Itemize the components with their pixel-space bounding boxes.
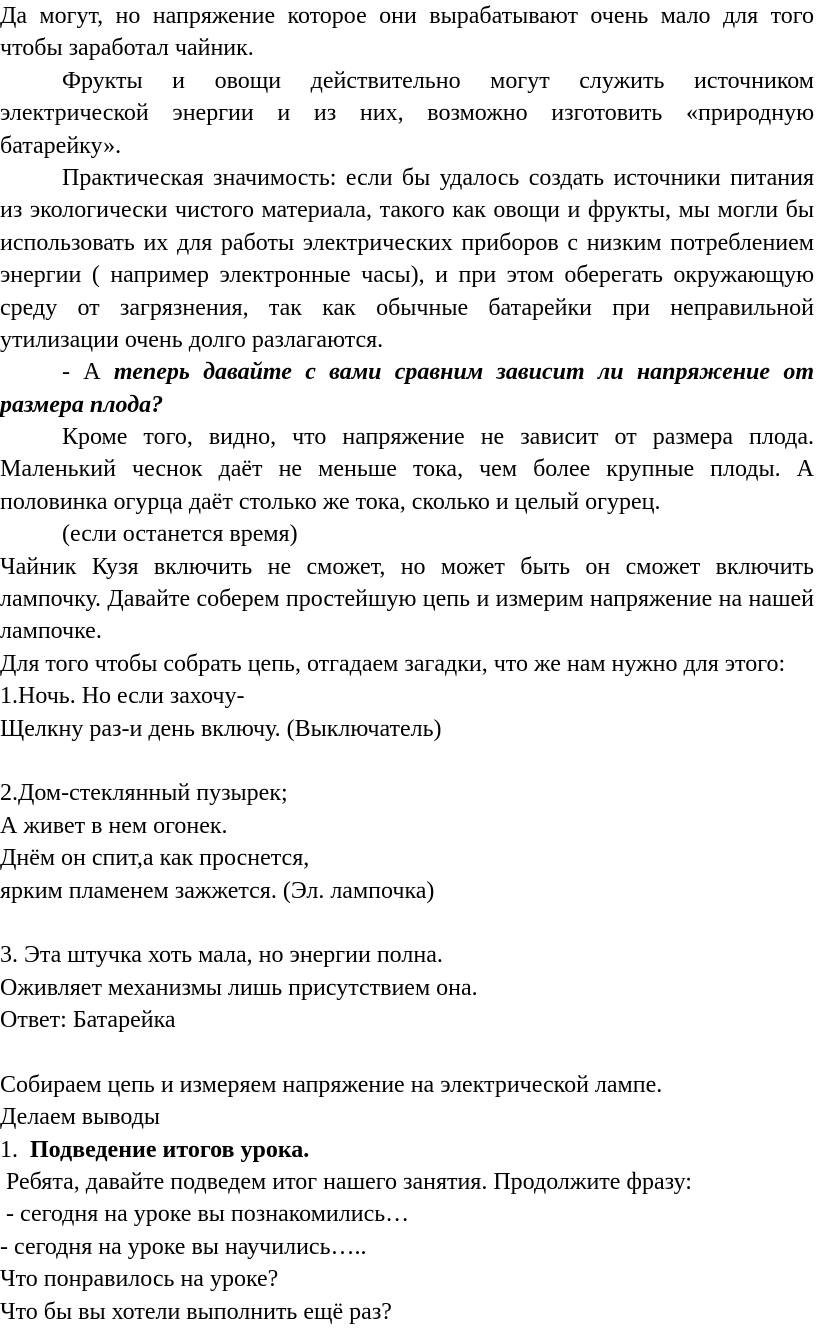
summary-title: Подведение итогов урока. [30, 1136, 310, 1163]
paragraph-line: (если останется время) [62, 521, 298, 548]
riddle-line: Днём он спит,а как проснется, [0, 845, 310, 872]
paragraph-line: энергии ( например электронные часы), и при этом оберегать окружающую [0, 262, 814, 289]
paragraph-line: из экологически чистого материала, такого как овощи и фрукты, мы могли бы [0, 197, 814, 224]
summary-line: - сегодня на уроке вы познакомились… [0, 1201, 410, 1228]
paragraph-line: половинка огурца даёт столько же тока, сколько и целый огурец. [0, 488, 661, 515]
paragraph-line: лампочку. Давайте соберем простейшую цепь и измерим напряжение на нашей [0, 586, 814, 613]
riddle-line: А живет в нем огонек. [0, 812, 228, 839]
riddle-line: ярким пламенем зажжется. (Эл. лампочка) [0, 877, 435, 904]
blank-line [0, 745, 814, 777]
riddle-line: 3. Эта штучка хоть мала, но энергии полна. [0, 942, 443, 969]
blank-line [0, 907, 814, 939]
blank-line [0, 1037, 814, 1069]
paragraph-line: Чайник Кузя включить не сможет, но может быть он сможет включить [0, 553, 814, 580]
paragraph-line: среду от загрязнения, так как обычные батарейки при неправильной [0, 294, 814, 321]
paragraph-line: Практическая значимость: если бы удалось создать источники питания [62, 164, 814, 191]
paragraph-line: Кроме того, видно, что напряжение не зависит от размера плода. [62, 424, 814, 451]
question-line [0, 356, 814, 388]
paragraph-line: Фрукты и овощи действительно могут служить источником [62, 67, 814, 94]
summary-number: 1. [0, 1136, 18, 1163]
summary-line: Что бы вы хотели выполнить ещё раз? [0, 1298, 392, 1325]
riddle-line: Оживляет механизмы лишь присутствием она. [0, 974, 478, 1001]
paragraph-line: утилизации очень долго разлагаются. [0, 326, 384, 353]
riddle-line: 2.Дом-стеклянный пузырек; [0, 780, 288, 807]
paragraph-line: Собираем цепь и измеряем напряжение на электрической лампе. [0, 1071, 663, 1098]
paragraph-line: использовать их для работы электрических приборов с низким потреблением [0, 229, 814, 256]
paragraph-line: батарейку». [0, 132, 122, 159]
riddle-line: Ответ: Батарейка [0, 1007, 176, 1034]
paragraph-line: чтобы заработал чайник. [0, 35, 254, 62]
paragraph-line: электрической энергии и из них, возможно изготовить «природную [0, 100, 814, 127]
paragraph-line: лампочке. [0, 618, 102, 645]
paragraph-line: Для того чтобы собрать цепь, отгадаем загадки, что же нам нужно для этого: [0, 650, 786, 677]
summary-line: Что понравилось на уроке? [0, 1266, 279, 1293]
question-prefix: - А [62, 359, 114, 386]
question-text: теперь давайте с вами сравним зависит ли напряжение от [113, 359, 814, 386]
summary-heading [0, 1134, 814, 1166]
paragraph-line: Маленький чеснок даёт не меньше тока, чем более крупные плоды. А [0, 456, 814, 483]
question-line: размера плода? [0, 391, 164, 418]
paragraph-line: Да могут, но напряжение которое они вырабатывают очень мало для того [0, 3, 814, 29]
riddle-line: Щелкну раз-и день включу. (Выключатель) [0, 715, 442, 742]
riddle-line: 1.Ночь. Но если захочу- [0, 683, 245, 710]
summary-line: Ребята, давайте подведем итог нашего занятия. Продолжите фразу: [0, 1169, 692, 1196]
summary-line: - сегодня на уроке вы научились….. [0, 1233, 367, 1260]
paragraph-line: Делаем выводы [0, 1104, 161, 1131]
